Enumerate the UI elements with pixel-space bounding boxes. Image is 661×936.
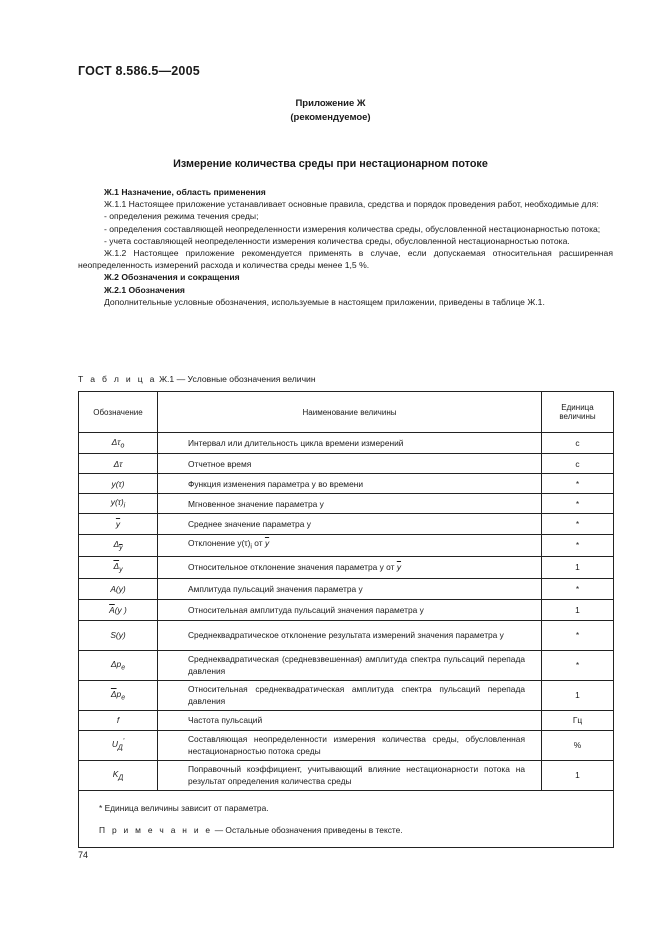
name-cell: Относительная амплитуда пульсаций значения параметра y bbox=[158, 599, 542, 620]
table-row bbox=[79, 474, 614, 494]
table-row bbox=[79, 494, 614, 514]
paragraph-1-1: Ж.1.1 Настоящее приложение устанавливает основные правила, средства и порядок проведения работ, необходимые для: bbox=[104, 199, 599, 210]
table-row bbox=[79, 710, 614, 730]
symbol-cell: $\Delta\tau_о$ bbox=[79, 433, 158, 454]
note-text: П р и м е ч а н и е — Остальные обозначения приведены в тексте. bbox=[99, 824, 403, 835]
unit-cell: с bbox=[542, 433, 614, 454]
unit-cell: 1 bbox=[542, 680, 614, 710]
symbol-cell: $\overline{y}$ bbox=[79, 514, 158, 535]
table-row bbox=[79, 535, 614, 557]
table-caption bbox=[78, 374, 316, 384]
unit-cell: * bbox=[542, 494, 614, 514]
symbol-cell: $\overline{\Delta}_y$ bbox=[79, 556, 158, 578]
table-footnote-row bbox=[79, 790, 614, 847]
table-row bbox=[79, 680, 614, 710]
name-cell: Относительное отклонение значения параметра y от $\overline{y}$ bbox=[158, 556, 542, 578]
body-text bbox=[78, 186, 613, 308]
symbols-table bbox=[78, 391, 614, 848]
name-cell: Функция изменения параметра y во времени bbox=[158, 474, 542, 494]
unit-cell: * bbox=[542, 620, 614, 650]
unit-cell: * bbox=[542, 650, 614, 680]
appendix-title: Приложение Ж bbox=[295, 98, 366, 109]
list-item: - определения составляющей неопределенности измерения количества среды, обусловленной нестационарностью потока; bbox=[104, 223, 601, 234]
symbol-cell: $\overline{A}(y$ ) bbox=[79, 599, 158, 620]
table-row bbox=[79, 760, 614, 790]
symbol-cell: f bbox=[79, 710, 158, 730]
table-row bbox=[79, 620, 614, 650]
table-row bbox=[79, 514, 614, 535]
section2-heading: Ж.2 Обозначения и сокращения bbox=[104, 272, 240, 283]
unit-cell: * bbox=[542, 578, 614, 599]
unit-cell: * bbox=[542, 474, 614, 494]
name-cell: Относительная среднеквадратическая амплитуда спектра пульсаций перепада давления bbox=[158, 680, 542, 710]
table-row bbox=[79, 730, 614, 760]
list-item: - учета составляющей неопределенности измерения количества среды, обусловленной нестационарностью потока. bbox=[104, 235, 570, 246]
table-caption-text: Ж.1 — Условные обозначения величин bbox=[156, 374, 316, 384]
section-title: Измерение количества среды при нестационарном потоке bbox=[173, 158, 488, 170]
table-row bbox=[79, 556, 614, 578]
symbol-cell: A(y) bbox=[79, 578, 158, 599]
unit-cell: * bbox=[542, 535, 614, 557]
name-cell: Среднеквадратическое отклонение результата измерений значения параметра y bbox=[158, 620, 542, 650]
symbol-cell: Δτ bbox=[79, 454, 158, 474]
table-header-row bbox=[79, 392, 614, 433]
symbol-cell: $\Delta p_e$ bbox=[79, 650, 158, 680]
symbol-cell: $y(\tau)_i$ bbox=[79, 494, 158, 514]
footnote-text: * Единица величины зависит от параметра. bbox=[99, 802, 269, 813]
unit-cell: 1 bbox=[542, 599, 614, 620]
name-cell: Частота пульсаций bbox=[158, 710, 542, 730]
table-footnote bbox=[79, 790, 614, 847]
table-row bbox=[79, 578, 614, 599]
symbol-cell: S(y) bbox=[79, 620, 158, 650]
table-row bbox=[79, 650, 614, 680]
name-cell: Отклонение $y(\tau)_i$ от $\overline{y}$ bbox=[158, 535, 542, 557]
column-header-name: Наименование величины bbox=[158, 392, 542, 433]
symbol-cell: $U_Д'$ bbox=[79, 730, 158, 760]
symbol-cell: $K_Д$ bbox=[79, 760, 158, 790]
name-cell: Среднеквадратическая (средневзвешенная) амплитуда спектра пульсаций перепада давления bbox=[158, 650, 542, 680]
name-cell: Составляющая неопределенности измерения количества среды, обусловленная нестационарностью потока среды bbox=[158, 730, 542, 760]
table-row bbox=[79, 454, 614, 474]
name-cell: Амплитуда пульсаций значения параметра y bbox=[158, 578, 542, 599]
paragraph-1-2: Ж.1.2 Настоящее приложение рекомендуется применять в случае, если допускаемая относительная расширенная неопределенность измерений расхода и количества среды менее 1,5 %. bbox=[78, 248, 613, 271]
unit-cell: 1 bbox=[542, 556, 614, 578]
name-cell: Мгновенное значение параметра y bbox=[158, 494, 542, 514]
column-header-unit: Единица величины bbox=[542, 392, 614, 433]
unit-cell: % bbox=[542, 730, 614, 760]
unit-cell: 1 bbox=[542, 760, 614, 790]
name-cell: Среднее значение параметра y bbox=[158, 514, 542, 535]
column-header-symbol: Обозначение bbox=[79, 392, 158, 433]
unit-cell: Гц bbox=[542, 710, 614, 730]
name-cell: Интервал или длительность цикла времени измерений bbox=[158, 433, 542, 454]
symbol-cell: $\Delta_{\overline{y}}$ bbox=[79, 535, 158, 557]
paragraph-2-1: Дополнительные условные обозначения, используемые в настоящем приложении, приведены в таблице Ж.1. bbox=[104, 296, 545, 307]
unit-cell: с bbox=[542, 454, 614, 474]
table-row bbox=[79, 433, 614, 454]
symbol-cell: y(τ) bbox=[79, 474, 158, 494]
page-number: 74 bbox=[78, 850, 89, 860]
name-cell: Отчетное время bbox=[158, 454, 542, 474]
table-row bbox=[79, 599, 614, 620]
appendix-status: (рекомендуемое) bbox=[290, 112, 371, 123]
name-cell: Поправочный коэффициент, учитывающий влияние нестационарности потока на результат определения количества среды bbox=[158, 760, 542, 790]
list-item: - определения режима течения среды; bbox=[104, 211, 259, 222]
section1-heading: Ж.1 Назначение, область применения bbox=[104, 187, 266, 197]
symbol-cell: $\overline{\Delta}p_e$ bbox=[79, 680, 158, 710]
table-caption-prefix: Т а б л и ц а bbox=[78, 374, 157, 384]
unit-cell: * bbox=[542, 514, 614, 535]
document-header: ГОСТ 8.586.5—2005 bbox=[78, 64, 200, 78]
section2-1-heading: Ж.2.1 Обозначения bbox=[104, 284, 185, 295]
